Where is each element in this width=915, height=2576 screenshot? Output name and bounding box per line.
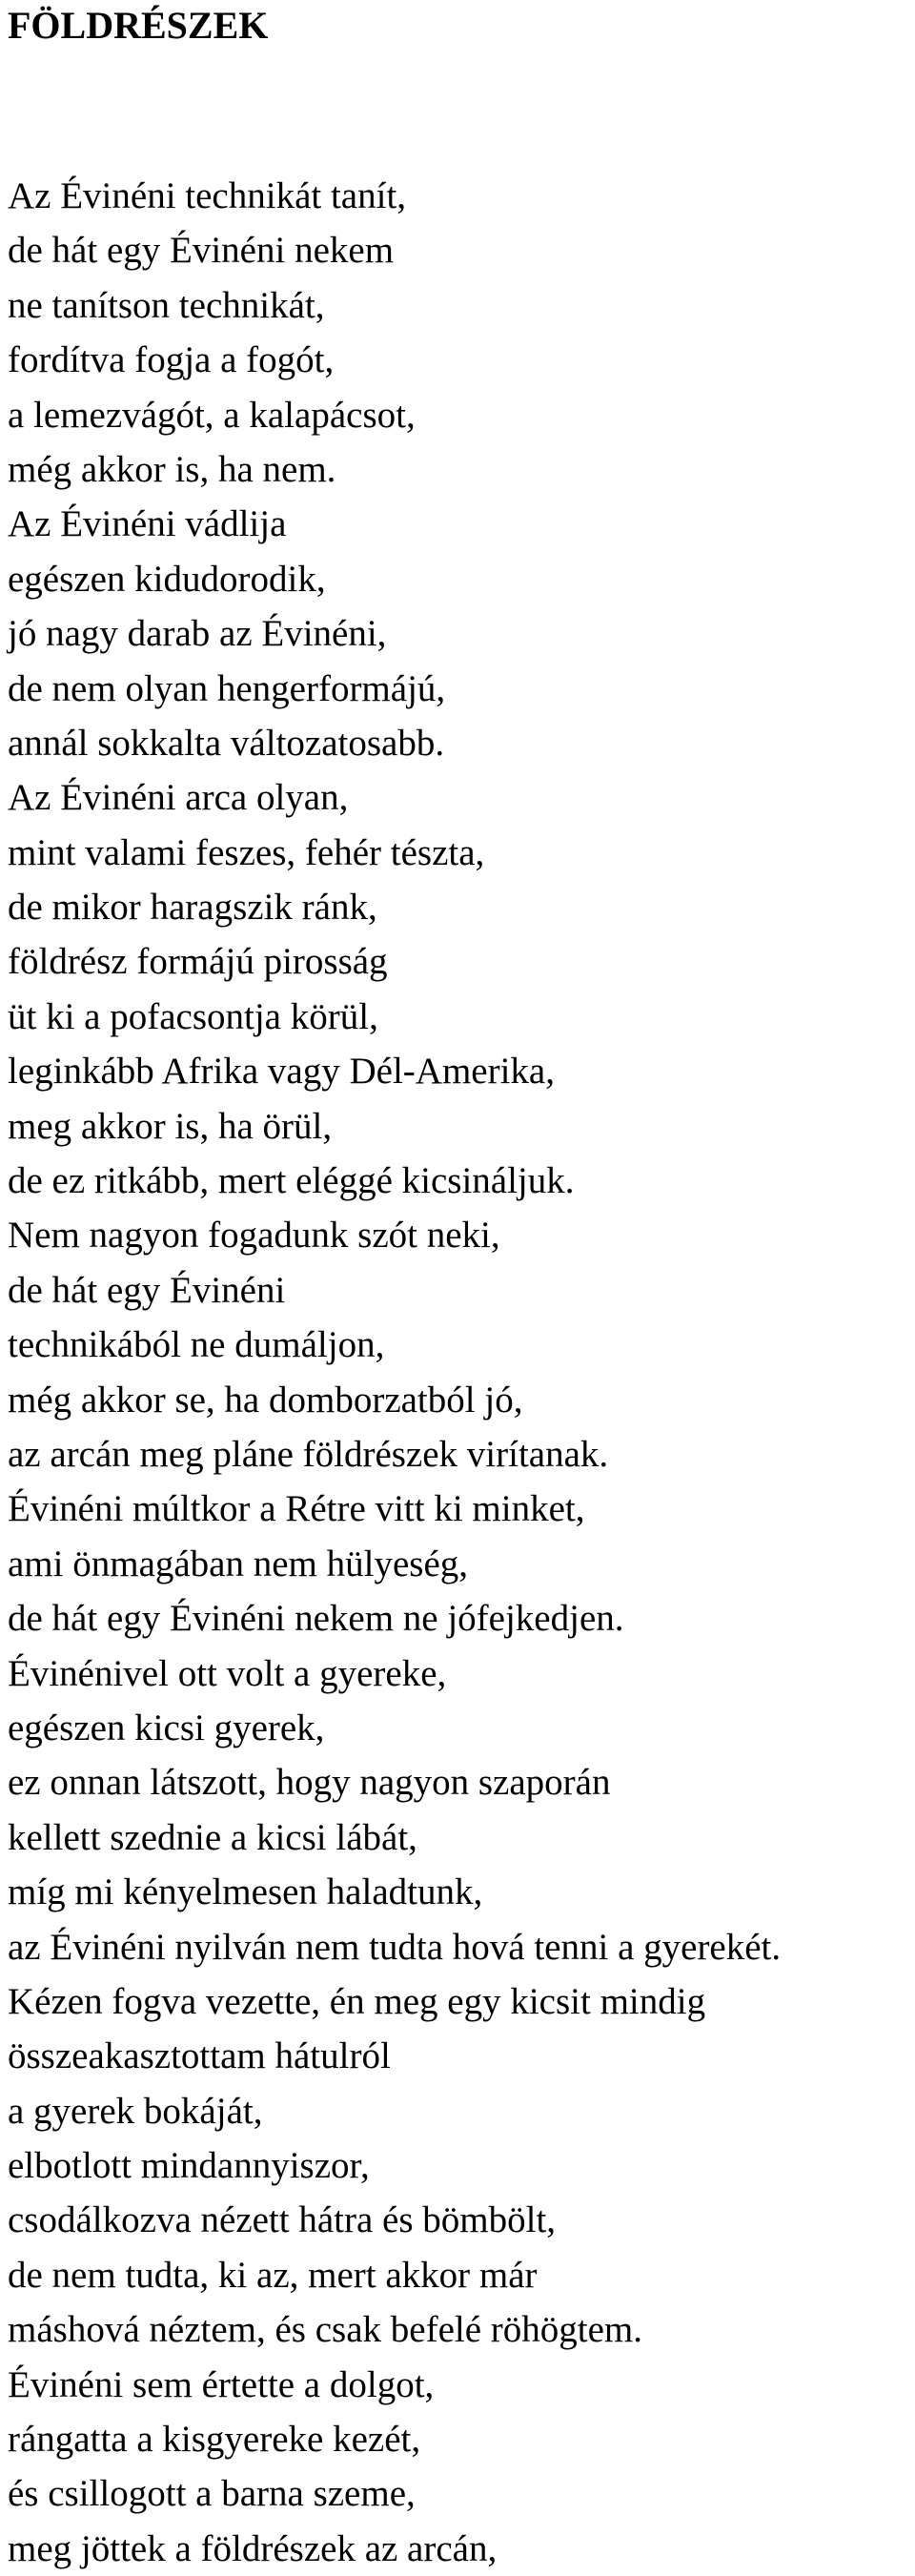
poem-line: Az Évinéni vádlija [8, 503, 287, 545]
poem-line: de hát egy Évinéni nekem ne jófejkedjen. [8, 1598, 624, 1640]
poem-line: máshová néztem, és csak befelé röhögtem. [8, 2309, 642, 2351]
poem-line: még akkor se, ha domborzatból jó, [8, 1379, 523, 1421]
poem-line: Az Évinéni arca olyan, [8, 777, 349, 819]
poem-line: technikából ne dumáljon, [8, 1324, 385, 1366]
poem-line: meg jöttek a földrészek az arcán, [8, 2527, 498, 2569]
poem-line: jó nagy darab az Évinéni, [8, 613, 387, 655]
poem-line: ami önmagában nem hülyeség, [8, 1543, 469, 1584]
poem-body [8, 169, 913, 2576]
poem-line: üt ki a pofacsontja körül, [8, 995, 378, 1037]
poem-line: az Évinéni nyilván nem tudta hová tenni a gyerekét. [8, 1926, 782, 1968]
poem-line: még akkor is, ha nem. [8, 448, 336, 490]
poem-line: egészen kidudorodik, [8, 558, 326, 600]
poem-line: földrész formájú pirosság [8, 941, 388, 983]
poem-line: míg mi kényelmesen haladtunk, [8, 1871, 483, 1913]
poem-line: Évinéni múltkor a Rétre vitt ki minket, [8, 1488, 585, 1530]
poem-line: a gyerek bokáját, [8, 2090, 263, 2132]
poem-line: az arcán meg pláne földrészek virítanak. [8, 1433, 609, 1475]
poem-line: ez onnan látszott, hogy nagyon szaporán [8, 1762, 611, 1804]
poem-line: egészen kicsi gyerek, [8, 1707, 325, 1748]
poem-line: de ez ritkább, mert eléggé kicsináljuk. [8, 1160, 575, 1202]
poem-line: mint valami feszes, fehér tészta, [8, 831, 485, 873]
poem-line: de hát egy Évinéni nekem [8, 230, 395, 272]
poem-line: annál sokkalta változatosabb. [8, 722, 445, 764]
poem-line: elbotlott mindannyiszor, [8, 2145, 370, 2187]
poem-line: de nem olyan hengerformájú, [8, 667, 446, 709]
poem-line: Az Évinéni technikát tanít, [8, 175, 407, 216]
poem-line: Nem nagyon fogadunk szót neki, [8, 1215, 500, 1257]
poem-line: Évinénivel ott volt a gyereke, [8, 1652, 447, 1694]
poem-line: de hát egy Évinéni [8, 1269, 286, 1311]
poem-line: rángatta a kisgyereke kezét, [8, 2419, 421, 2461]
poem-line: fordítva fogja a fogót, [8, 339, 335, 381]
poem-line: de nem tudta, ki az, mert akkor már [8, 2254, 538, 2296]
poem-line: leginkább Afrika vagy Dél-Amerika, [8, 1051, 555, 1093]
poem-line: ne tanítson technikát, [8, 284, 325, 326]
poem-line: Évinéni sem értette a dolgot, [8, 2363, 435, 2405]
poem-line: összeakasztottam hátulról [8, 2035, 391, 2077]
poem-line: Kézen fogva vezette, én meg egy kicsit mindig [8, 1980, 706, 2022]
poem-line: csodálkozva nézett hátra és bömbölt, [8, 2199, 557, 2241]
poem-line: kellett szednie a kicsi lábát, [8, 1816, 417, 1858]
poem-title: FÖLDRÉSZEK [8, 4, 269, 47]
poem-line: és csillogott a barna szeme, [8, 2473, 416, 2515]
poem-line: meg akkor is, ha örül, [8, 1105, 333, 1147]
poem-line: a lemezvágót, a kalapácsot, [8, 394, 416, 436]
poem-line: de mikor haragszik ránk, [8, 887, 377, 929]
